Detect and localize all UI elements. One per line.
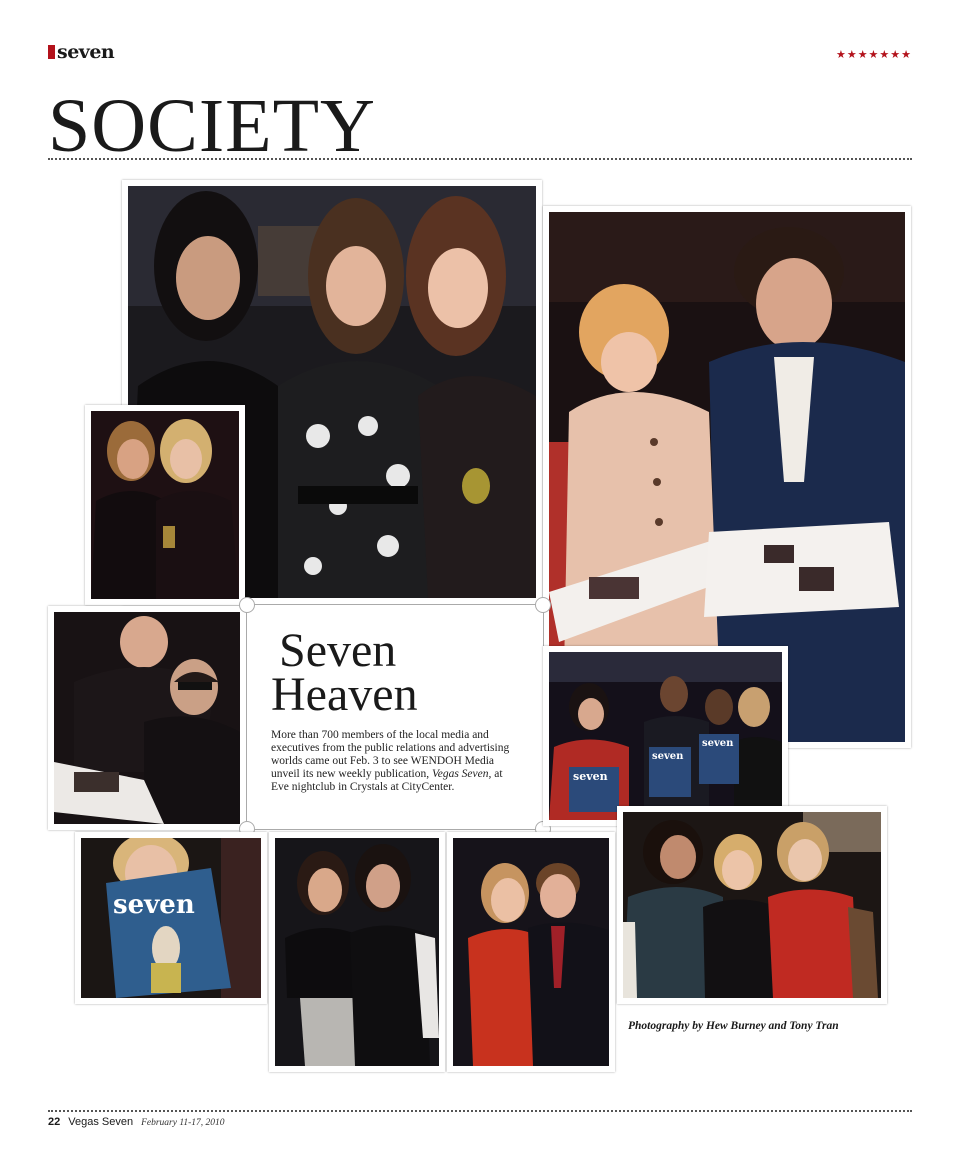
logo-wordmark: seven [57, 41, 115, 63]
story-body-part-2: at Eve nightclub in Crystals at CityCenter. [271, 768, 503, 793]
photo-two-women-small-image [91, 411, 239, 599]
page-footer [48, 1116, 225, 1128]
photo-group-magazines-image [549, 652, 782, 820]
photo-three-women-red [617, 806, 887, 1004]
magazine-title-3: seven [702, 738, 734, 749]
magazine-title-1: seven [573, 770, 608, 783]
story-body [271, 729, 511, 794]
story-body-part-1: More than 700 members of the local media and executives from the public relations and advertising worlds came out Feb. 3 to see WENDOH Media unveil its new weekly publication, [271, 729, 510, 780]
photo-two-men-reading-image [54, 612, 240, 824]
magazine-cover-title: seven [113, 890, 195, 920]
photo-two-women-black-image [275, 838, 439, 1066]
magazine-title-2: seven [652, 751, 684, 762]
photo-woman-holding-magazine [75, 832, 267, 1004]
photo-three-women-red-image [623, 812, 881, 998]
headline-line-1: Seven [279, 624, 397, 677]
photo-two-women-black [269, 832, 445, 1072]
story-box [246, 604, 544, 830]
photo-couple-red-dress-image [453, 838, 609, 1066]
footer-dotted-rule [48, 1110, 912, 1112]
story-corner-top-right [535, 597, 551, 613]
photo-woman-magazine-image [81, 838, 261, 998]
photo-group-holding-magazines [543, 646, 788, 826]
photo-two-women-small [85, 405, 245, 605]
page-number: 22 [48, 1116, 61, 1128]
photo-couple-red-dress [447, 832, 615, 1072]
story-corner-top-left [239, 597, 255, 613]
publication-name: Vegas Seven [68, 1116, 134, 1128]
header-dotted-rule [48, 158, 912, 160]
photo-credit: Photography by Hew Burney and Tony Tran [628, 1020, 839, 1032]
story-body-publication-name: Vegas Seven, [431, 768, 492, 780]
story-headline [271, 624, 418, 721]
section-title: SOCIETY [48, 84, 376, 168]
photo-two-men-reading [48, 606, 246, 830]
logo-red-bar [48, 45, 55, 59]
vegas-seven-logo [48, 42, 114, 62]
star-rating-decoration: ★★★★★★★ [835, 48, 912, 61]
headline-line-2: Heaven [271, 668, 418, 721]
issue-date: February 11-17, 2010 [141, 1118, 225, 1128]
